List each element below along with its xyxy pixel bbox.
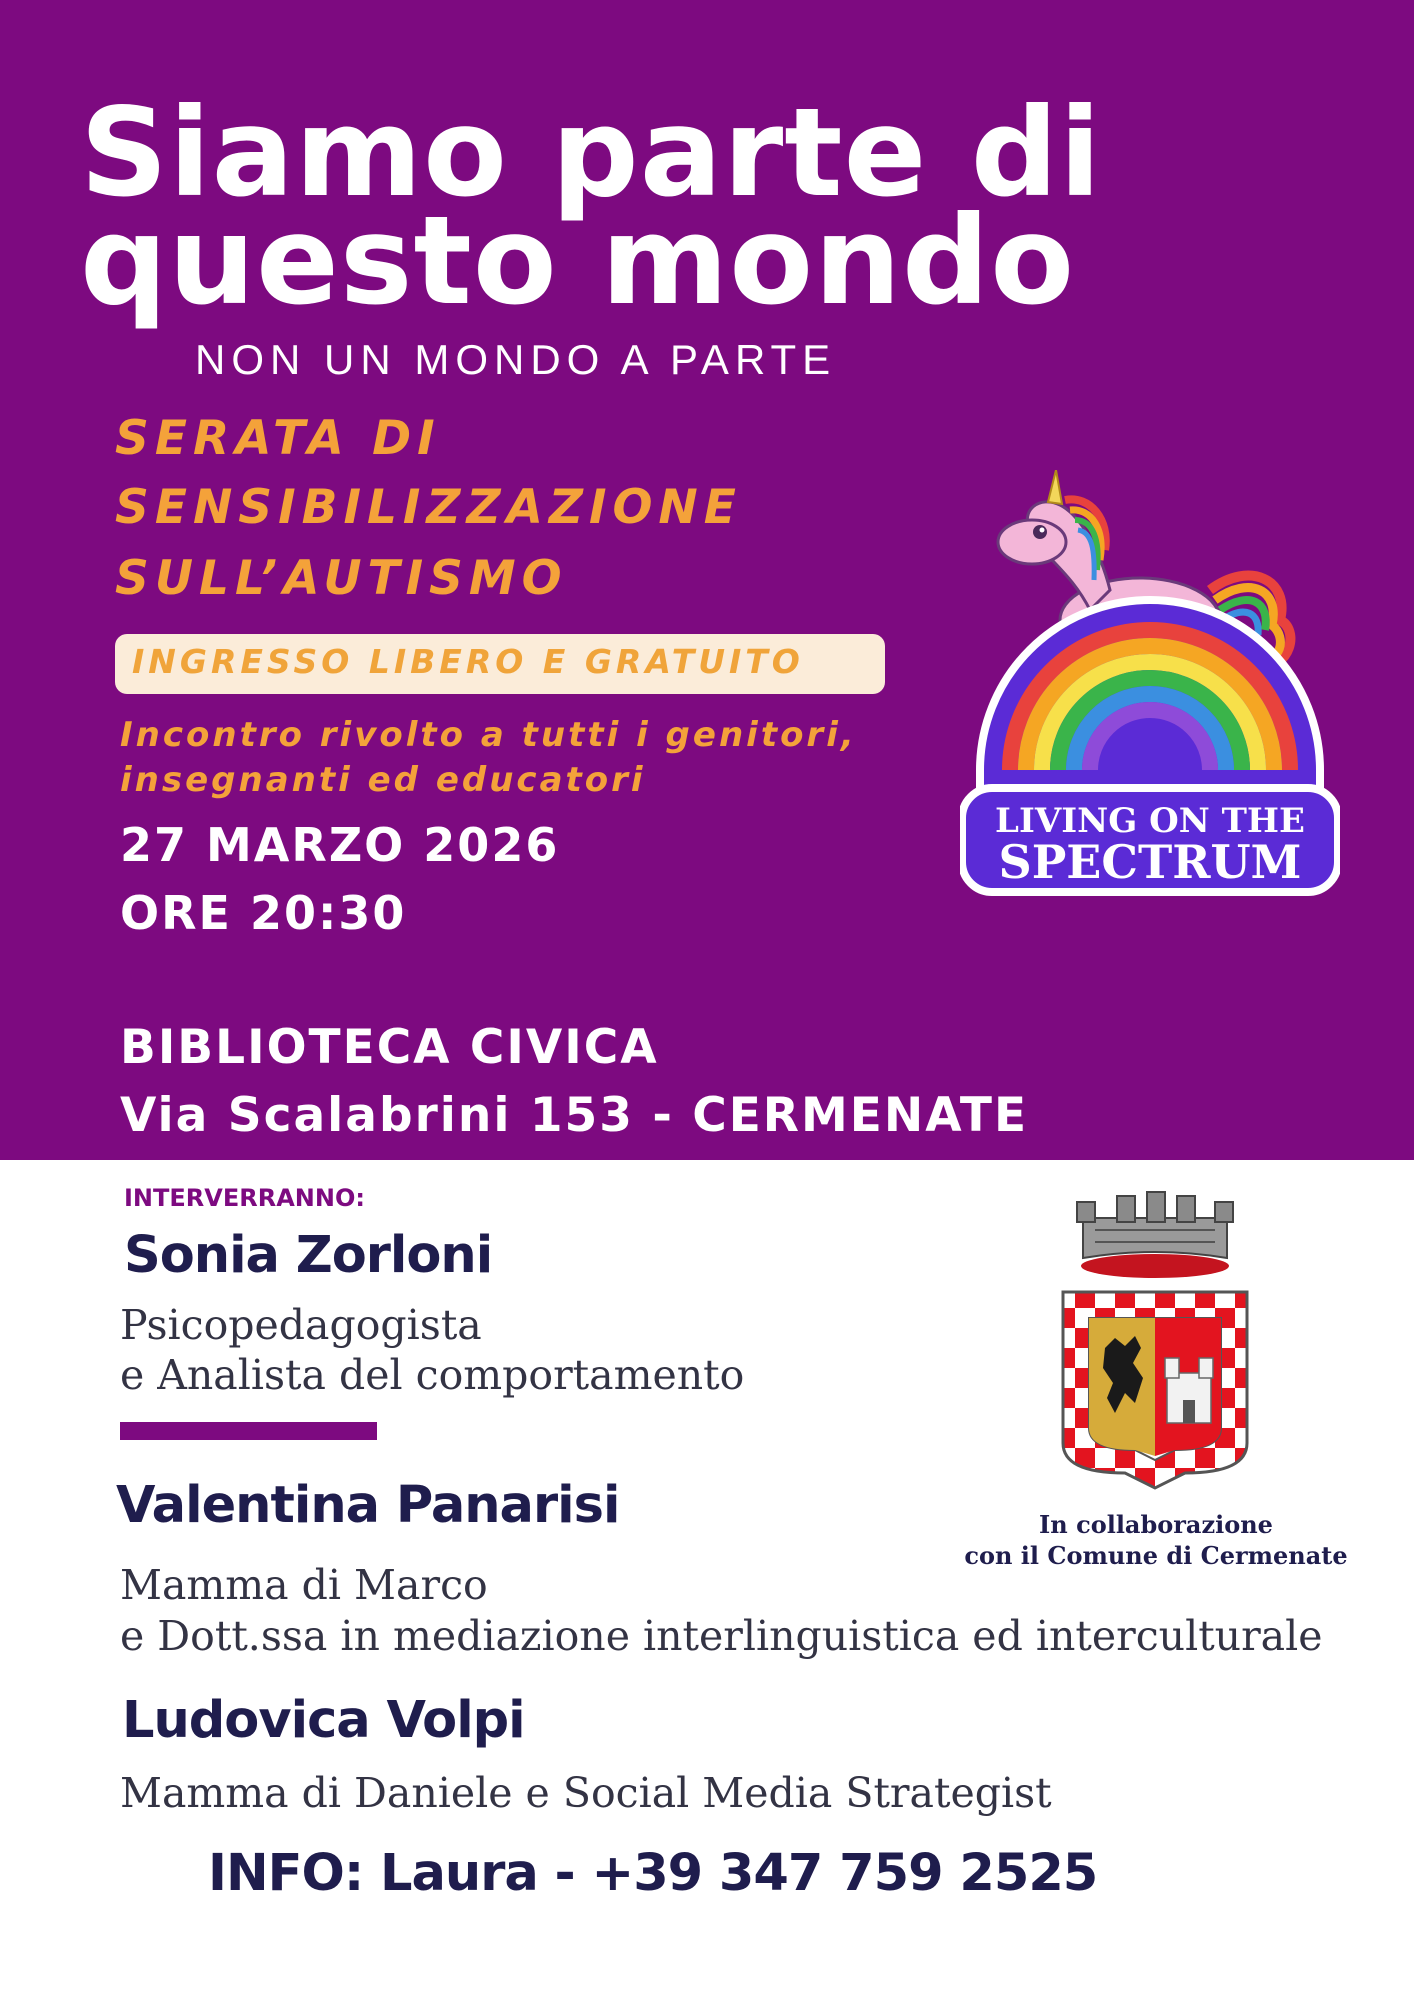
event-time: ORE 20:30 [120, 886, 407, 940]
event-date: 27 MARZO 2026 [120, 818, 560, 872]
speaker-name-1: Sonia Zorloni [124, 1226, 493, 1285]
speaker-role-2-line-1: Mamma di Marco [120, 1561, 488, 1609]
logo-text-line-2: SPECTRUM [998, 835, 1302, 889]
cermenate-coat-of-arms-icon [1055, 1188, 1255, 1493]
event-heading-line-1: SERATA DI [115, 411, 441, 466]
speakers-heading: INTERVERRANNO: [124, 1184, 365, 1212]
event-heading-line-3: SULL’AUTISMO [115, 551, 568, 606]
divider-bar [120, 1422, 377, 1440]
speaker-role-3: Mamma di Daniele e Social Media Strategist [120, 1769, 1052, 1817]
event-heading-line-2: SENSIBILIZZAZIONE [115, 480, 742, 535]
logo-text-line-1: LIVING ON THE [995, 801, 1305, 841]
collaboration-line-1: In collaborazione [1039, 1510, 1273, 1539]
title-line-2: questo mondo [80, 190, 1076, 332]
speaker-name-2: Valentina Panarisi [116, 1476, 620, 1535]
collaboration-text [940, 1509, 1372, 1571]
speaker-role-1-line-2: e Analista del comportamento [120, 1351, 745, 1399]
audience-line-2: insegnanti ed educatori [120, 760, 646, 800]
title-line-1: Siamo parte di [80, 82, 1102, 224]
info-contact: INFO: Laura - +39 347 759 2525 [208, 1844, 1098, 1903]
speaker-role-1-line-1: Psicopedagogista [120, 1301, 482, 1349]
speaker-name-3: Ludovica Volpi [122, 1691, 525, 1750]
ingresso-label: INGRESSO LIBERO E GRATUITO [132, 642, 804, 681]
collaboration-line-2: con il Comune di Cermenate [964, 1541, 1348, 1571]
audience-line-1: Incontro rivolto a tutti i genitori, [120, 715, 857, 755]
venue-name: BIBLIOTECA CIVICA [120, 1020, 659, 1075]
speaker-role-2-line-2: e Dott.ssa in mediazione interlinguistica ed interculturale [120, 1612, 1323, 1660]
living-on-the-spectrum-logo [960, 470, 1340, 900]
subtitle: NON UN MONDO A PARTE [195, 336, 837, 383]
venue-address: Via Scalabrini 153 - CERMENATE [120, 1088, 1029, 1143]
